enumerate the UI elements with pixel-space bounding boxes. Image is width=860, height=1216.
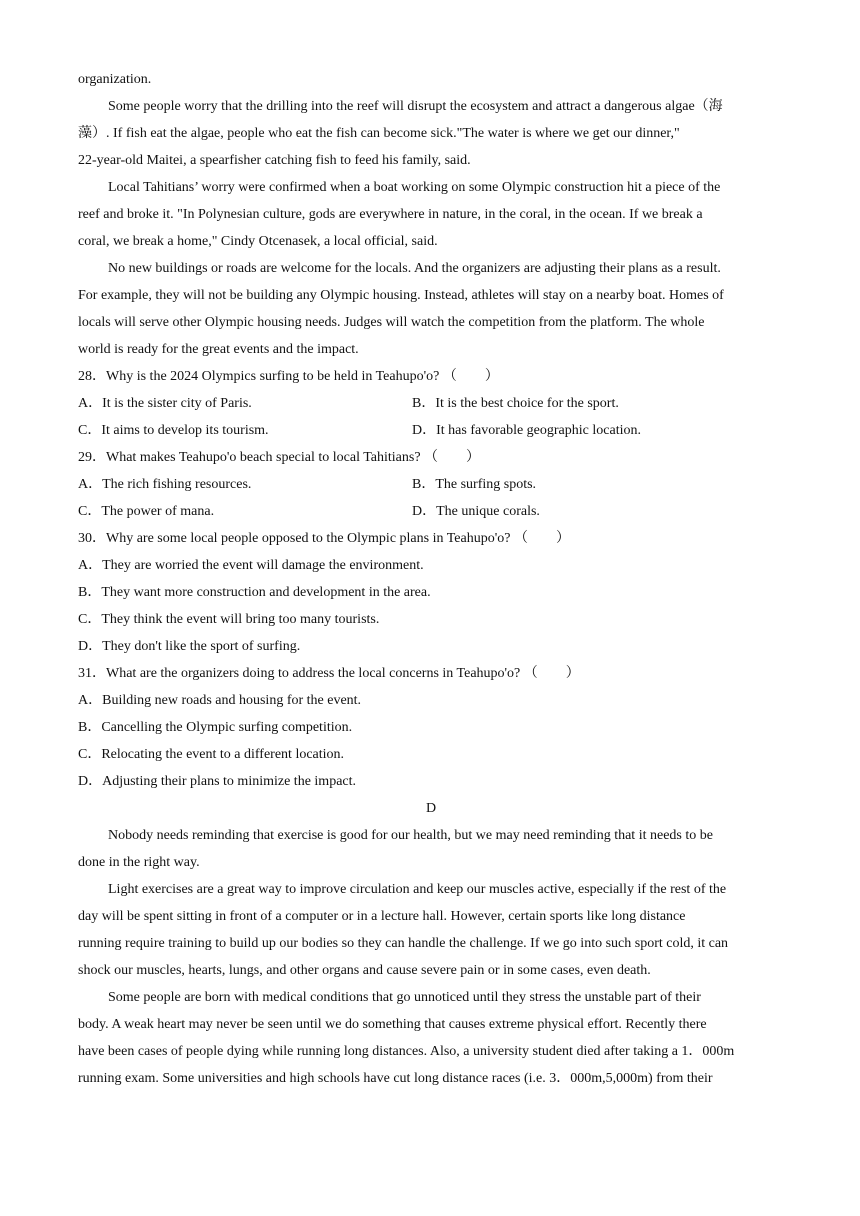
question-29: [78, 444, 784, 525]
option-row: [78, 417, 784, 444]
question-stem: 29．What makes Teahupo'o beach special to local Tahitians? （ ）: [78, 450, 481, 465]
question-stem: 30．Why are some local people opposed to the Olympic plans in Teahupo'o? （ ）: [78, 531, 570, 546]
option-row: [78, 471, 784, 498]
text-line: day will be spent sitting in front of a computer or in a lecture hall. However, certain sports like long distance: [78, 909, 686, 924]
option-c: C．It aims to develop its tourism.: [78, 423, 269, 438]
text-line: body. A weak heart may never be seen until we do something that causes extreme physical effort. Recently there: [78, 1017, 707, 1032]
paragraph-start-line: Light exercises are a great way to improve circulation and keep our muscles active, especially if the rest of the: [108, 882, 727, 897]
text-line: 22-year-old Maitei, a spearfisher catching fish to feed his family, said.: [78, 153, 471, 168]
text-line: coral, we break a home," Cindy Otcenasek, a local official, said.: [78, 234, 438, 249]
option-c: C．They think the event will bring too many tourists.: [78, 612, 380, 627]
text-line: done in the right way.: [78, 855, 200, 870]
question-stem: 28．Why is the 2024 Olympics surfing to be held in Teahupo'o? （ ）: [78, 369, 499, 384]
passage-c-continuation: [78, 66, 784, 363]
question-31: [78, 660, 784, 795]
paragraph-start-line: Nobody needs reminding that exercise is good for our health, but we may need reminding that it needs to be: [108, 828, 713, 843]
text-line: organization.: [78, 72, 152, 87]
option-a: A．Building new roads and housing for the event.: [78, 693, 362, 708]
section-heading-d: D: [425, 801, 437, 816]
option-d: D．The unique corals.: [412, 504, 540, 519]
option-b: B．They want more construction and development in the area.: [78, 585, 431, 600]
option-a: A．They are worried the event will damage the environment.: [78, 558, 424, 573]
paragraph-start-line: No new buildings or roads are welcome for the locals. And the organizers are adjusting their plans as a result.: [108, 261, 721, 276]
option-b: B．The surfing spots.: [412, 477, 537, 492]
paragraph-start-line: Local Tahitians’ worry were confirmed when a boat working on some Olympic construction hit a piece of the: [108, 180, 721, 195]
text-line: 藻）. If fish eat the algae, people who eat the fish can become sick."The water is where we get our dinner,": [78, 126, 680, 141]
paragraph-start-line: Some people worry that the drilling into the reef will disrupt the ecosystem and attract a dangerous algae（海: [108, 99, 723, 114]
option-row: [78, 390, 784, 417]
question-28: [78, 363, 784, 444]
option-b: B．It is the best choice for the sport.: [412, 396, 619, 411]
text-line: reef and broke it. "In Polynesian culture, gods are everywhere in nature, in the coral, in the ocean. If we break a: [78, 207, 703, 222]
text-line: locals will serve other Olympic housing needs. Judges will watch the competition from the platform. The whole: [78, 315, 705, 330]
text-line: shock our muscles, hearts, lungs, and other organs and cause severe pain or in some cases, even death.: [78, 963, 651, 978]
option-d: D．Adjusting their plans to minimize the impact.: [78, 774, 357, 789]
option-a: A．The rich fishing resources.: [78, 477, 252, 492]
text-line: running require training to build up our bodies so they can handle the challenge. If we go into such sport cold, it can: [78, 936, 729, 951]
paragraph-start-line: Some people are born with medical conditions that go unnoticed until they stress the unstable part of their: [108, 990, 701, 1005]
option-c: C．The power of mana.: [78, 504, 215, 519]
option-d: D．It has favorable geographic location.: [412, 423, 641, 438]
document-page: [78, 66, 784, 1092]
option-b: B．Cancelling the Olympic surfing competition.: [78, 720, 353, 735]
option-d: D．They don't like the sport of surfing.: [78, 639, 301, 654]
text-line: have been cases of people dying while running long distances. Also, a university student died after taking a 1．000m: [78, 1044, 735, 1059]
text-line: world is ready for the great events and the impact.: [78, 342, 359, 357]
question-30: [78, 525, 784, 660]
option-a: A．It is the sister city of Paris.: [78, 396, 252, 411]
text-line: running exam. Some universities and high schools have cut long distance races (i.e. 3．000m,5,000m) from their: [78, 1071, 713, 1086]
option-row: [78, 498, 784, 525]
question-stem: 31．What are the organizers doing to address the local concerns in Teahupo'o? （ ）: [78, 666, 580, 681]
option-c: C．Relocating the event to a different location.: [78, 747, 345, 762]
passage-d: [78, 822, 784, 1092]
text-line: For example, they will not be building any Olympic housing. Instead, athletes will stay on a nearby boat. Homes of: [78, 288, 724, 303]
